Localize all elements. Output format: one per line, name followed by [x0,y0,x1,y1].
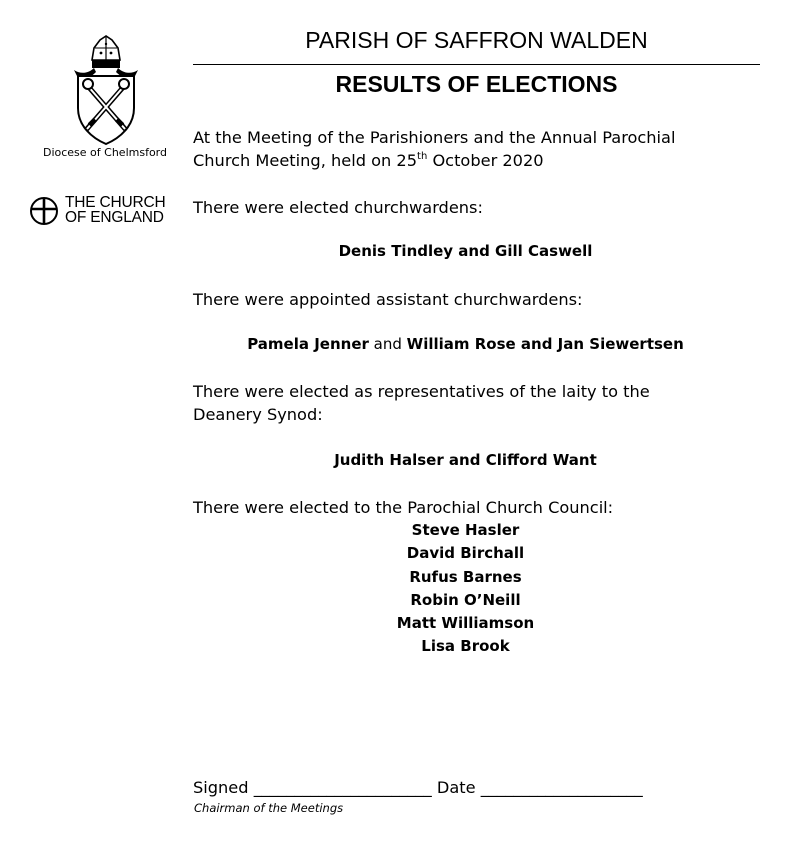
churchwardens-names: Denis Tindley and Gill Caswell [338,242,593,260]
churchwardens-statement: There were elected churchwardens: [193,198,483,217]
signature-line [193,778,643,797]
intro-line-1: At the Meeting of the Parishioners and the Annual Parochial [193,128,676,147]
signature-blank[interactable]: ______________________ [253,778,432,797]
pcc-statement: There were elected to the Parochial Church Council: [193,498,614,517]
assistant-churchwardens-names [193,333,738,356]
deanery-names: Judith Halser and Clifford Want [334,451,597,469]
assistant-churchwardens-statement: There were appointed assistant churchwardens: [193,290,583,309]
diocese-crest-logo [70,34,142,146]
parish-title: PARISH OF SAFFRON WALDEN [305,27,648,53]
intro-date-prefix: Church Meeting, held on 25 [193,151,418,170]
assistant-name-1: Pamela Jenner [247,335,369,353]
pcc-member: Robin O’Neill [410,590,521,609]
intro-date-ordinal: th [417,150,428,162]
header-divider [193,64,760,65]
deanery-statement-line-2: Deanery Synod: [193,405,323,424]
coe-line-1: THE CHURCH [65,194,166,211]
intro-line-2 [193,149,753,172]
chairman-caption: Chairman of the Meetings [194,801,344,815]
meeting-intro [193,126,753,172]
diocese-name: Diocese of Chelmsford [42,146,167,159]
pcc-member: Steve Hasler [411,521,520,539]
church-of-england-wordmark [65,195,165,225]
deanery-statement [193,380,753,426]
pcc-member: David Birchall [406,544,525,563]
signed-label: Signed [193,778,249,797]
pcc-member-list [193,519,738,659]
assistant-joiner: and [368,335,407,353]
pcc-member: Lisa Brook [421,637,510,656]
deanery-statement-line-1: There were elected as representatives of the laity to the [193,382,650,401]
church-cross-icon [28,195,60,227]
assistant-name-2: William Rose and Jan Siewertsen [406,335,684,353]
pcc-member: Matt Williamson [396,614,535,633]
coe-line-2: OF ENGLAND [65,209,164,226]
intro-date-suffix: October 2020 [427,151,544,170]
date-label: Date [436,778,476,797]
document-title: RESULTS OF ELECTIONS [335,71,618,97]
date-blank[interactable]: ____________________ [480,778,643,797]
pcc-member: Rufus Barnes [409,567,522,586]
church-of-england-logo [28,195,178,229]
